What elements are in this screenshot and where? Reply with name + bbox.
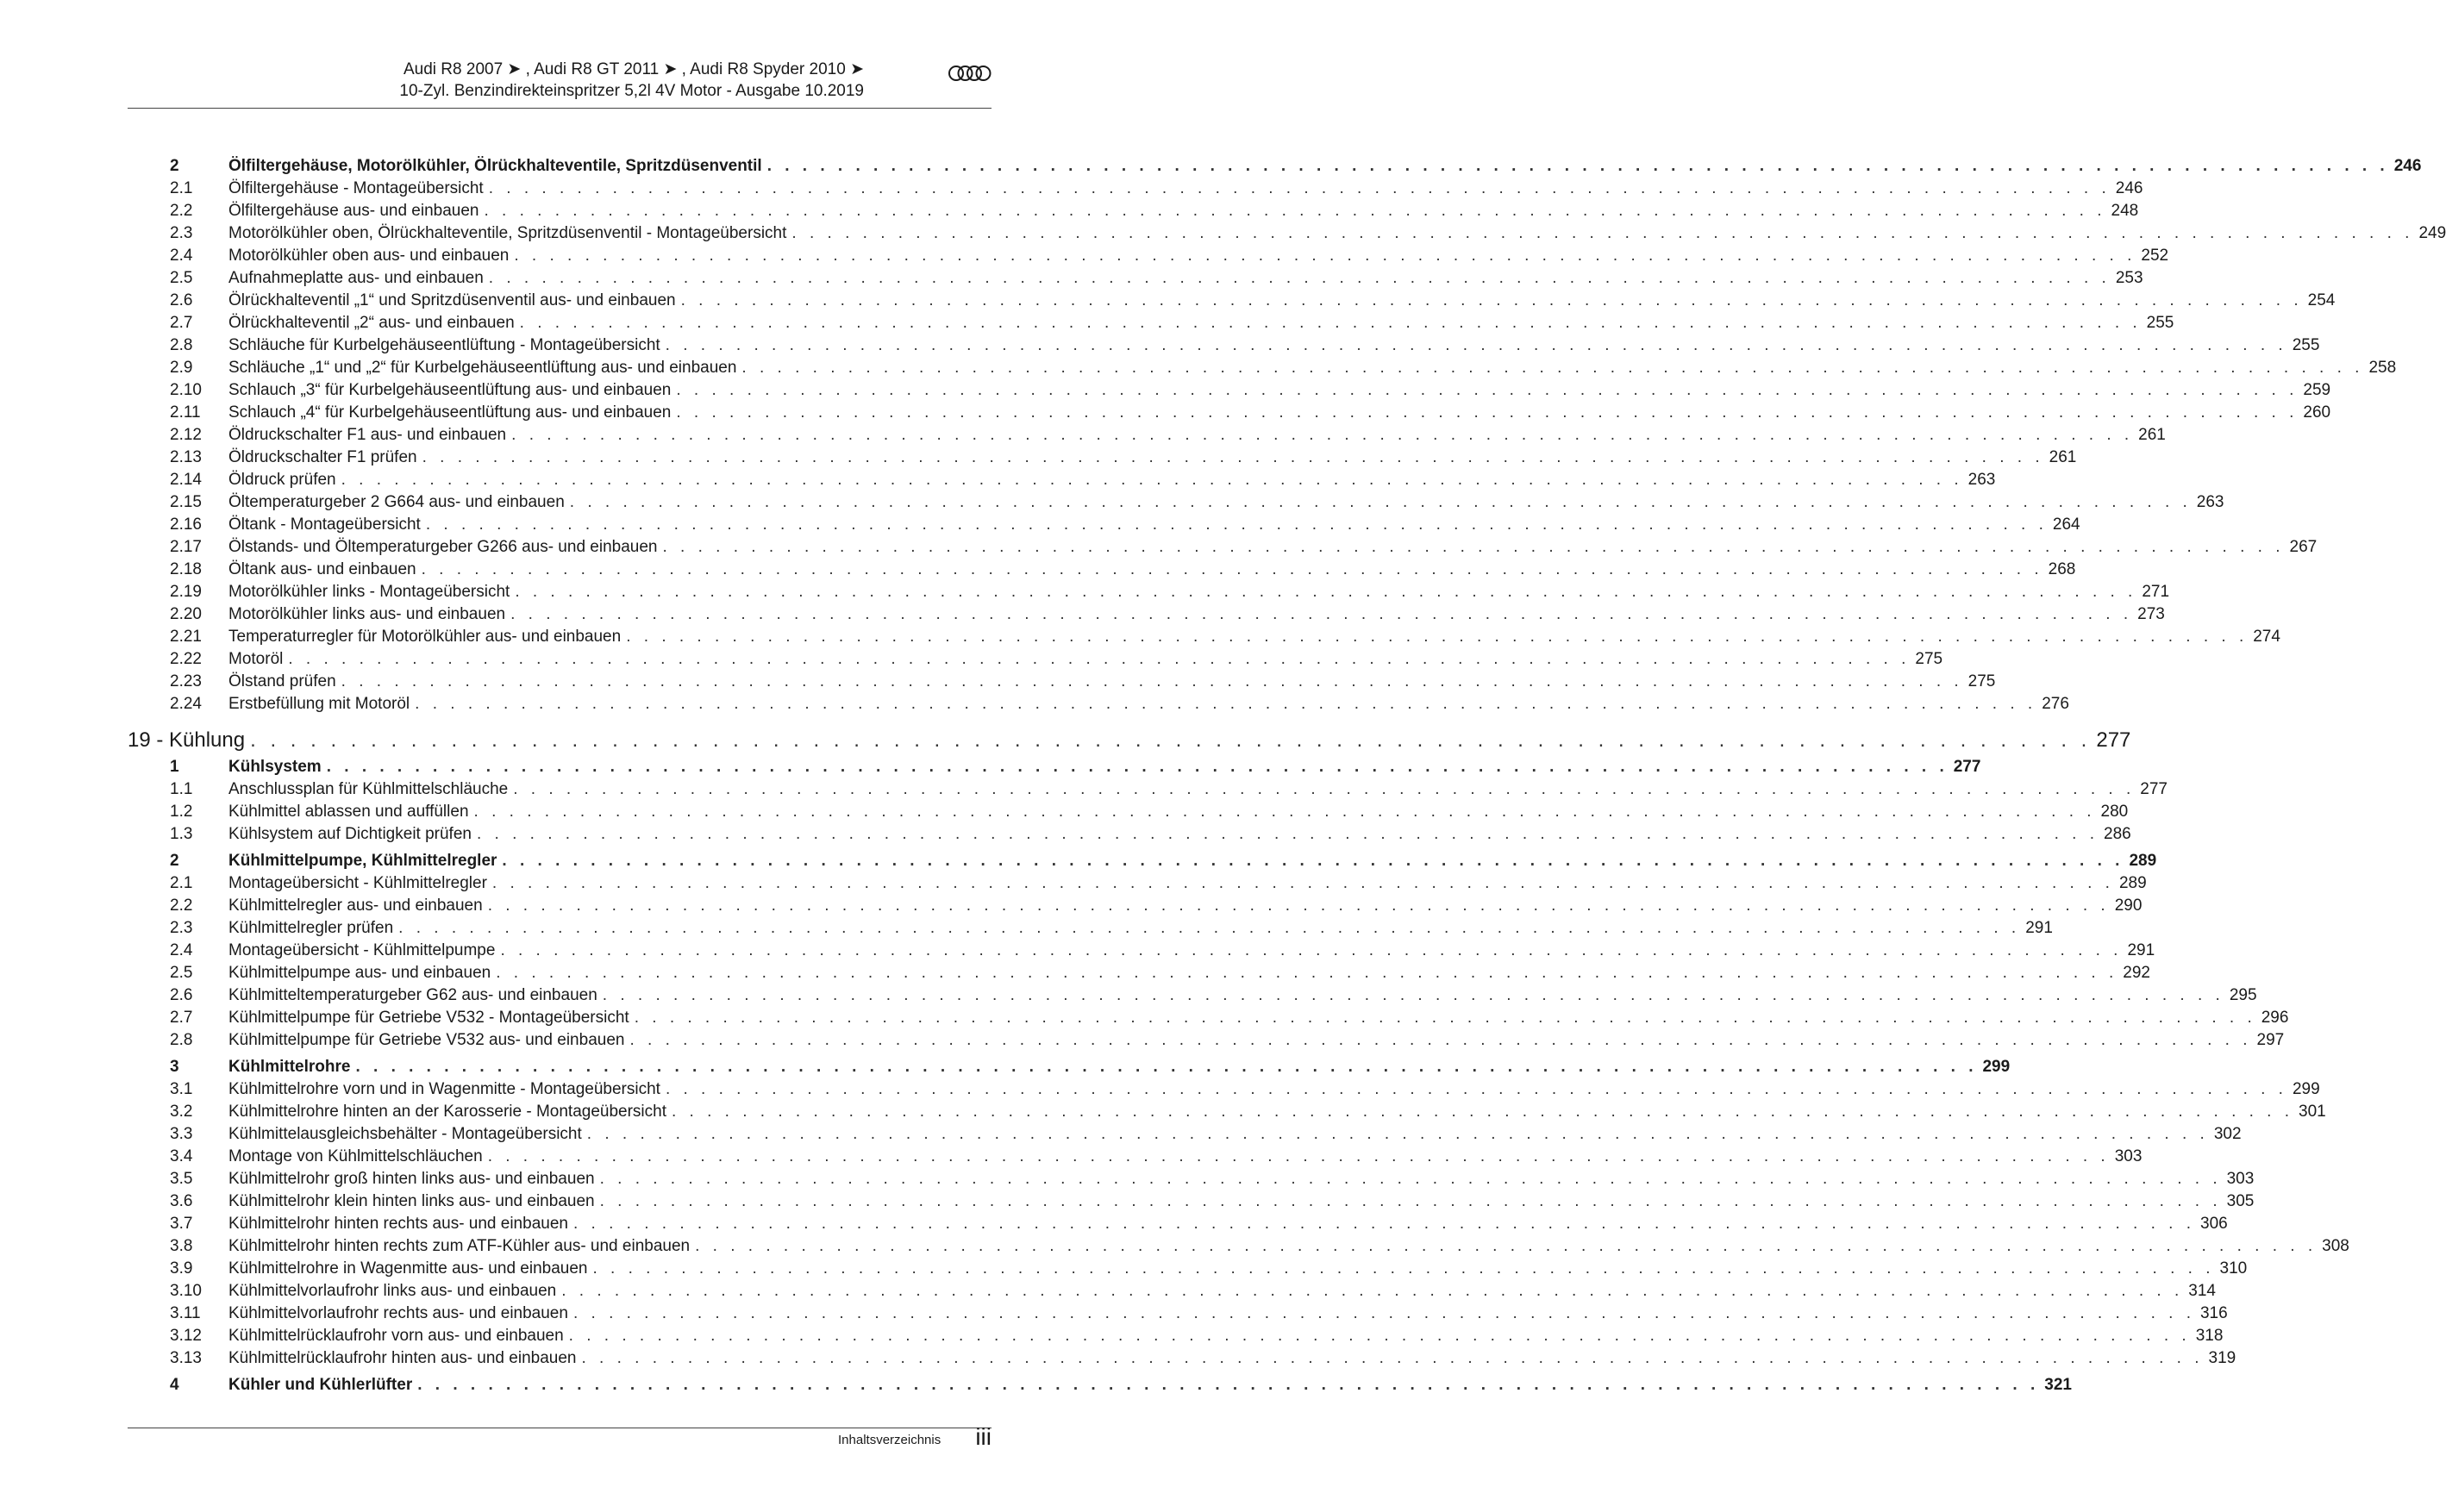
toc-page-number: 277: [2140, 780, 2168, 798]
toc-page-number: 289: [2118, 874, 2147, 892]
toc-dot-leader: . . . . . . . . . . . . . . . . . . . . . . . . . . . . . . . . . . . . . . . . . . . . . . . . . . . . . . . . . . . . . . . . . . . . . . . . . . . . . . . . . . . . . . . . . . . .: [741, 359, 2364, 377]
toc-dot-leader: . . . . . . . . . . . . . . . . . . . . . . . . . . . . . . . . . . . . . . . . . . . . . . . . . . . . . . . . . . . . . . . . . . . . . . . . . . . . . . . . . . . . . . . . . . . .: [398, 919, 2021, 937]
toc-entry-title: Motorölkühler oben, Ölrückhalteventile, Spritzdüsenventil - Montageübersicht: [228, 224, 787, 242]
toc-entry-title: Kühlmittelrohr hinten rechts zum ATF-Kühler aus- und einbauen: [228, 1237, 691, 1255]
toc-section[interactable]: [128, 1056, 2011, 1078]
toc-dot-leader: . . . . . . . . . . . . . . . . . . . . . . . . . . . . . . . . . . . . . . . . . . . . . . . . . . . . . . . . . . . . . . . . . . . . . . . . . . . . . . . . . . . . . . . . . . . .: [341, 471, 1963, 489]
toc-page-number: 273: [2137, 605, 2165, 623]
toc-entry-title: Montageübersicht - Kühlmittelregler: [228, 874, 487, 892]
toc-dot-leader: . . . . . . . . . . . . . . . . . . . . . . . . . . . . . . . . . . . . . . . . . . . . . . . . . . . . . . . . . . . . . . . . . . . . . . . . . . . . . . . . . . . . . . . . . . . .: [421, 560, 2043, 578]
toc-page-number: 321: [2044, 1376, 2072, 1394]
toc-dot-leader: . . . . . . . . . . . . . . . . . . . . . . . . . . . . . . . . . . . . . . . . . . . . . . . . . . . . . . . . . . . . . . . . . . . . . . . . . . . . . . . . . . . . . . . . . . . .: [417, 1376, 2040, 1394]
toc-entry[interactable]: [128, 559, 2076, 581]
toc-entry[interactable]: [128, 872, 2147, 895]
toc-dot-leader: . . . . . . . . . . . . . . . . . . . . . . . . . . . . . . . . . . . . . . . . . . . . . . . . . . . . . . . . . . . . . . . . . . . . . . . . . . . . . . . . . . . . . . . . . . . .: [569, 493, 2192, 511]
toc-entry-title: Ölfiltergehäuse aus- und einbauen: [228, 202, 479, 220]
toc-page-number: 303: [2114, 1147, 2143, 1165]
toc-entry-title: Kühlmittelausgleichsbehälter - Montageübersicht: [228, 1125, 582, 1143]
toc-entry-title: Motorölkühler links aus- und einbauen: [228, 605, 506, 623]
toc-entry[interactable]: [128, 603, 2165, 626]
toc-entry-title: Kühler und Kühlerlüfter: [228, 1376, 413, 1394]
toc-entry[interactable]: [128, 984, 2257, 1007]
toc-entry-title: 19 - Kühlung: [128, 728, 246, 752]
toc-page-number: 246: [2393, 157, 2422, 175]
toc-entry-number: 3.5: [170, 1170, 193, 1188]
toc-dot-leader: . . . . . . . . . . . . . . . . . . . . . . . . . . . . . . . . . . . . . . . . . . . . . . . . . . . . . . . . . . . . . . . . . . . . . . . . . . . . . . . . . . . . . . . . . . . .: [491, 874, 2114, 892]
toc-entry-number: 2.6: [170, 291, 193, 309]
toc-entry-number: 2.10: [170, 381, 202, 399]
toc-entry-number: 3.6: [170, 1192, 193, 1210]
toc-page-number: 308: [2322, 1237, 2349, 1255]
toc-entry-number: 3.11: [170, 1304, 201, 1322]
toc-page-number: 296: [2261, 1009, 2289, 1027]
toc-page-number: 319: [2208, 1349, 2236, 1367]
toc-entry[interactable]: [128, 940, 2155, 962]
toc-entry-title: Kühlmittelpumpe, Kühlmittelregler: [228, 852, 497, 870]
toc-entry-title: Aufnahmeplatte aus- und einbauen: [228, 269, 484, 287]
toc-entry[interactable]: [128, 424, 2166, 447]
toc-entry-title: Kühlmittelpumpe für Getriebe V532 - Montageübersicht: [228, 1009, 629, 1027]
toc-page-number: 289: [2129, 852, 2157, 870]
toc-dot-leader: . . . . . . . . . . . . . . . . . . . . . . . . . . . . . . . . . . . . . . . . . . . . . . . . . . . . . . . . . . . . . . . . . . . . . . . . . . . . . . . . . . . . . . . . . . . .: [561, 1282, 2184, 1300]
table-of-contents: [128, 155, 2446, 1396]
toc-entry-number: 2.5: [170, 269, 193, 287]
toc-entry-title: Ölfiltergehäuse, Motorölkühler, Ölrückhalteventile, Spritzdüsenventil: [228, 157, 762, 175]
toc-entry[interactable]: [128, 823, 2131, 846]
document-header: [209, 59, 864, 102]
toc-dot-leader: . . . . . . . . . . . . . . . . . . . . . . . . . . . . . . . . . . . . . . . . . . . . . . . . . . . . . . . . . . . . . . . . . . . . . . . . . . . . . . . . . . . . . . . . . . . .: [422, 448, 2044, 466]
toc-page-number: 302: [2213, 1125, 2242, 1143]
toc-entry-title: Erstbefüllung mit Motoröl: [228, 695, 410, 713]
toc-entry-number: 2.7: [170, 314, 193, 332]
toc-page-number: 248: [2111, 202, 2139, 220]
toc-entry[interactable]: [128, 1190, 2255, 1213]
toc-entry-title: Ölstands- und Öltemperaturgeber G266 aus- und einbauen: [228, 538, 658, 556]
toc-entry-number: 2: [170, 157, 179, 175]
toc-page-number: 291: [2025, 919, 2053, 937]
toc-page-number: 280: [2100, 803, 2129, 821]
toc-page-number: 254: [2307, 291, 2336, 309]
toc-entry-number: 3.2: [170, 1103, 193, 1121]
toc-dot-leader: . . . . . . . . . . . . . . . . . . . . . . . . . . . . . . . . . . . . . . . . . . . . . . . . . . . . . . . . . . . . . . . . . . . . . . . . . . . . . . . . . . . . . . . . . . . .: [791, 224, 2414, 242]
toc-page-number: 275: [1967, 672, 1996, 690]
toc-dot-leader: . . . . . . . . . . . . . . . . . . . . . . . . . . . . . . . . . . . . . . . . . . . . . . . . . . . . . . . . . . . . . . . . . . . . . . . . . . . . . . . . . . . . . . . . . . . .: [519, 314, 2142, 332]
toc-entry[interactable]: [128, 447, 2077, 469]
toc-dot-leader: . . . . . . . . . . . . . . . . . . . . . . . . . . . . . . . . . . . . . . . . . . . . . . . . . . . . . . . . . . . . . . . . . . . . . . . . . . . . . . . . . . . . . . . . . . . .: [599, 1170, 2222, 1188]
toc-entry[interactable]: [128, 693, 2069, 715]
toc-entry[interactable]: [128, 379, 2331, 402]
toc-entry-number: 1: [170, 758, 179, 776]
toc-dot-leader: . . . . . . . . . . . . . . . . . . . . . . . . . . . . . . . . . . . . . . . . . . . . . . . . . . . . . . . . . . . . . . . . . . . . . . . . . . . . . . . . . . . . . . . . . . . .: [476, 825, 2099, 843]
toc-dot-leader: . . . . . . . . . . . . . . . . . . . . . . . . . . . . . . . . . . . . . . . . . . . . . . . . . . . . . . . . . . . . . . . . . . . . . . . . . . . . . . . . . . . . . . . . . . . .: [326, 758, 1949, 776]
toc-entry-title: Motorölkühler oben aus- und einbauen: [228, 247, 510, 265]
toc-entry-number: 2.5: [170, 964, 193, 982]
toc-entry[interactable]: [128, 1258, 2248, 1280]
toc-entry[interactable]: [128, 245, 2169, 267]
toc-entry-title: Motorölkühler links - Montageübersicht: [228, 583, 510, 601]
toc-page-number: 303: [2226, 1170, 2255, 1188]
toc-dot-leader: . . . . . . . . . . . . . . . . . . . . . . . . . . . . . . . . . . . . . . . . . . . . . . . . . . . . . . . . . . . . . . . . . . . . . . . . . . . . . . . . . . . . . . . . . . . .: [572, 1304, 2195, 1322]
toc-entry[interactable]: [128, 402, 2331, 424]
toc-entry-title: Kühlmittelregler aus- und einbauen: [228, 897, 483, 915]
toc-entry[interactable]: [128, 1078, 2320, 1101]
toc-section[interactable]: [128, 155, 2422, 178]
toc-page-number: 305: [2226, 1192, 2255, 1210]
toc-page-number: 255: [2146, 314, 2174, 332]
toc-entry-number: 3.12: [170, 1327, 202, 1345]
toc-entry[interactable]: [128, 778, 2168, 801]
toc-dot-leader: . . . . . . . . . . . . . . . . . . . . . . . . . . . . . . . . . . . . . . . . . . . . . . . . . . . . . . . . . . . . . . . . . . . . . . . . . . . . . . . . . . . . . . . . . . . .: [511, 426, 2134, 444]
toc-entry-number: 2.2: [170, 897, 193, 915]
toc-entry-number: 2.11: [170, 403, 201, 422]
toc-entry[interactable]: [128, 1101, 2326, 1123]
toc-page-number: 252: [2141, 247, 2169, 265]
toc-dot-leader: . . . . . . . . . . . . . . . . . . . . . . . . . . . . . . . . . . . . . . . . . . . . . . . . . . . . . . . . . . . . . . . . . . . . . . . . . . . . . . . . . . . . . . . . . . . .: [488, 269, 2111, 287]
header-engine-line: 10-Zyl. Benzindirekteinspritzer 5,2l 4V Motor - Ausgabe 10.2019: [399, 82, 864, 100]
toc-entry-number: 2.12: [170, 426, 202, 444]
toc-dot-leader: . . . . . . . . . . . . . . . . . . . . . . . . . . . . . . . . . . . . . . . . . . . . . . . . . . . . . . . . . . . . . . . . . . . . . . . . . . . . . . . . . . . . . . . . . . . .: [766, 157, 2389, 175]
toc-page-number: 316: [2199, 1304, 2228, 1322]
toc-dot-leader: . . . . . . . . . . . . . . . . . . . . . . . . . . . . . . . . . . . . . . . . . . . . . . . . . . . . . . . . . . . . . . . . . . . . . . . . . . . . . . . . . . . . . . . . . . . .: [676, 403, 2299, 422]
toc-entry-title: Temperaturregler für Motorölkühler aus- und einbauen: [228, 628, 622, 646]
toc-dot-leader: . . . . . . . . . . . . . . . . . . . . . . . . . . . . . . . . . . . . . . . . . . . . . . . . . . . . . . . . . . . . . . . . . . . . . . . . . . . . . . . . . . . . . . . . . . . .: [676, 381, 2299, 399]
toc-page-number: 291: [2127, 941, 2155, 959]
toc-entry[interactable]: [128, 648, 1943, 671]
toc-entry-number: 1.1: [170, 780, 193, 798]
toc-dot-leader: . . . . . . . . . . . . . . . . . . . . . . . . . . . . . . . . . . . . . . . . . . . . . . . . . . . . . . . . . . . . . . . . . . . . . . . . . . . . . . . . . . . . . . . . . . . .: [572, 1215, 2195, 1233]
toc-entry-title: Kühlsystem: [228, 758, 322, 776]
toc-entry[interactable]: [128, 178, 2143, 200]
toc-entry-number: 2.14: [170, 471, 202, 489]
toc-dot-leader: . . . . . . . . . . . . . . . . . . . . . . . . . . . . . . . . . . . . . . . . . . . . . . . . . . . . . . . . . . . . . . . . . . . . . . . . . . . . . . . . . . . . . . . . . . . .: [586, 1125, 2209, 1143]
toc-dot-leader: . . . . . . . . . . . . . . . . . . . . . . . . . . . . . . . . . . . . . . . . . . . . . . . . . . . . . . . . . . . . . . . . . . . . . . . . . . . . . . . . . . . . . . . . . . . .: [355, 1058, 1978, 1076]
toc-entry[interactable]: [128, 1146, 2143, 1168]
toc-dot-leader: . . . . . . . . . . . . . . . . . . . . . . . . . . . . . . . . . . . . . . . . . . . . . . . . . . . . . . . . . . . . . . . . . . . . . . . . . . . . . . . . . . . . . . . . . . . .: [496, 964, 2118, 982]
toc-dot-leader: . . . . . . . . . . . . . . . . . . . . . . . . . . . . . . . . . . . . . . . . . . . . . . . . . . . . . . . . . . . . . . . . . . . . . . . . . . . . . . . . . . . . . . . . . . . .: [665, 1080, 2287, 1098]
toc-dot-leader: . . . . . . . . . . . . . . . . . . . . . . . . . . . . . . . . . . . . . . . . . . . . . . . . . . . . . . . . . . . . . . . . . . . . . . . . . . . . . . . . . . . . . . . . . . . .: [425, 515, 2048, 534]
toc-entry[interactable]: [128, 1123, 2242, 1146]
toc-page-number: 246: [2115, 179, 2143, 197]
toc-entry-title: Ölfiltergehäuse - Montageübersicht: [228, 179, 484, 197]
toc-entry-title: Öltank aus- und einbauen: [228, 560, 416, 578]
toc-page-number: 276: [2042, 695, 2069, 713]
toc-entry-title: Schläuche „1“ und „2“ für Kurbelgehäuseentlüftung aus- und einbauen: [228, 359, 737, 377]
toc-entry-title: Öldruckschalter F1 aus- und einbauen: [228, 426, 507, 444]
toc-page-number: 259: [2303, 381, 2331, 399]
toc-page-number: 253: [2115, 269, 2143, 287]
toc-page-number: 290: [2114, 897, 2143, 915]
toc-page-number: 264: [2052, 515, 2080, 534]
toc-page-number: 249: [2418, 224, 2446, 242]
toc-entry-title: Kühlsystem auf Dichtigkeit prüfen: [228, 825, 472, 843]
toc-page-number: 263: [1967, 471, 1996, 489]
toc-entry[interactable]: [128, 1029, 2285, 1052]
toc-dot-leader: . . . . . . . . . . . . . . . . . . . . . . . . . . . . . . . . . . . . . . . . . . . . . . . . . . . . . . . . . . . . . . . . . . . . . . . . . . . . . . . . . . . . . . . . . . . .: [672, 1103, 2294, 1121]
toc-page-number: 268: [2048, 560, 2076, 578]
toc-entry[interactable]: [128, 514, 2080, 536]
toc-entry-number: 2.21: [170, 628, 202, 646]
toc-entry[interactable]: [128, 491, 2224, 514]
toc-entry-number: 2.3: [170, 919, 193, 937]
toc-page-number: 277: [2096, 728, 2131, 752]
toc-entry[interactable]: [128, 1280, 2216, 1303]
toc-dot-leader: . . . . . . . . . . . . . . . . . . . . . . . . . . . . . . . . . . . . . . . . . . . . . . . . . . . . . . . . . . . . . . . . . . . . . . . . . . . . . . . . . . . . . . . . . . . .: [502, 852, 2124, 870]
toc-entry[interactable]: [128, 671, 1996, 693]
toc-entry[interactable]: [128, 1325, 2224, 1347]
toc-dot-leader: . . . . . . . . . . . . . . . . . . . . . . . . . . . . . . . . . . . . . . . . . . . . . . . . . . . . . . . . . . . . . . . . . . . . . . . . . . . . . . . . . . . . . . . . . . . .: [500, 941, 2123, 959]
toc-section[interactable]: [128, 1374, 2072, 1396]
toc-dot-leader: . . . . . . . . . . . . . . . . . . . . . . . . . . . . . . . . . . . . . . . . . . . . . . . . . . . . . . . . . . . . . . . . . . . . . . . . . . . . . . . . . . . . . . . . . . . .: [629, 1031, 2252, 1049]
toc-dot-leader: . . . . . . . . . . . . . . . . . . . . . . . . . . . . . . . . . . . . . . . . . . . . . . . . . . . . . . . . . . . . . . . . . . . . . . . . . . . . . . . . . . . . . . . . . . . .: [581, 1349, 2204, 1367]
toc-entry-number: 2.22: [170, 650, 202, 668]
toc-entry[interactable]: [128, 267, 2143, 290]
toc-page-number: 263: [2196, 493, 2224, 511]
toc-entry-number: 1.2: [170, 803, 193, 821]
toc-entry-title: Öltemperaturgeber 2 G664 aus- und einbauen: [228, 493, 565, 511]
toc-entry-number: 2.19: [170, 583, 202, 601]
toc-page-number: 261: [2138, 426, 2166, 444]
toc-page-number: 260: [2303, 403, 2331, 422]
toc-entry-title: Anschlussplan für Kühlmittelschläuche: [228, 780, 509, 798]
toc-entry-number: 3.4: [170, 1147, 193, 1165]
toc-page-number: 286: [2104, 825, 2131, 843]
toc-page-number: 267: [2289, 538, 2318, 556]
toc-dot-leader: . . . . . . . . . . . . . . . . . . . . . . . . . . . . . . . . . . . . . . . . . . . . . . . . . . . . . . . . . . . . . . . . . . . . . . . . . . . . . . . . . . . . . . . . . . . .: [602, 986, 2224, 1004]
toc-entry-number: 2.18: [170, 560, 202, 578]
toc-entry-number: 2.4: [170, 941, 193, 959]
toc-entry-number: 4: [170, 1376, 179, 1394]
toc-entry-title: Ölrückhalteventil „2“ aus- und einbauen: [228, 314, 515, 332]
toc-entry-title: Schlauch „3“ für Kurbelgehäuseentlüftung aus- und einbauen: [228, 381, 672, 399]
toc-entry-number: 3.13: [170, 1349, 202, 1367]
footer-page-number: iii: [975, 1423, 992, 1450]
toc-entry-number: 2.7: [170, 1009, 193, 1027]
toc-entry-title: Kühlmittelvorlaufrohr rechts aus- und einbauen: [228, 1304, 568, 1322]
toc-page-number: 274: [2253, 628, 2280, 646]
toc-section[interactable]: [128, 850, 2157, 872]
toc-entry-title: Kühlmittelvorlaufrohr links aus- und einbauen: [228, 1282, 557, 1300]
toc-entry-title: Montage von Kühlmittelschläuchen: [228, 1147, 483, 1165]
toc-page-number: 310: [2219, 1259, 2248, 1278]
toc-entry[interactable]: [128, 1303, 2228, 1325]
toc-chapter[interactable]: [128, 726, 2131, 754]
toc-dot-leader: . . . . . . . . . . . . . . . . . . . . . . . . . . . . . . . . . . . . . . . . . . . . . . . . . . . . . . . . . . . . . . . . . . . . . . . . . . . . . . . . . . . . . . . . . . . .: [514, 247, 2136, 265]
toc-entry-number: 2.2: [170, 202, 193, 220]
toc-entry-number: 2.6: [170, 986, 193, 1004]
toc-dot-leader: . . . . . . . . . . . . . . . . . . . . . . . . . . . . . . . . . . . . . . . . . . . . . . . . . . . . . . . . . . . . . . . . . . . . . . . . . . . . . . . . . . . . . . . . . . . .: [568, 1327, 2191, 1345]
toc-entry-number: 2.1: [170, 874, 193, 892]
toc-entry-title: Kühlmittelrohre vorn und in Wagenmitte - Montageübersicht: [228, 1080, 660, 1098]
toc-page-number: 306: [2200, 1215, 2228, 1233]
toc-entry-number: 2.17: [170, 538, 202, 556]
toc-entry-number: 2.23: [170, 672, 202, 690]
toc-page-number: 299: [1982, 1058, 2011, 1076]
toc-entry-title: Ölrückhalteventil „1“ und Spritzdüsenventil aus- und einbauen: [228, 291, 676, 309]
toc-dot-leader: . . . . . . . . . . . . . . . . . . . . . . . . . . . . . . . . . . . . . . . . . . . . . . . . . . . . . . . . . . . . . . . . . . . . . . . . . . . . . . . . . . . . . . . . . . . .: [592, 1259, 2215, 1278]
toc-entry-number: 3.7: [170, 1215, 193, 1233]
toc-entry-title: Kühlmittelrücklaufrohr vorn aus- und einbauen: [228, 1327, 564, 1345]
toc-entry-title: Kühlmitteltemperaturgeber G62 aus- und einbauen: [228, 986, 597, 1004]
toc-entry-number: 2.20: [170, 605, 202, 623]
audi-rings-logo-icon: [948, 63, 992, 84]
toc-entry-title: Kühlmittelrohre hinten an der Karosserie - Montageübersicht: [228, 1103, 666, 1121]
toc-entry[interactable]: [128, 962, 2150, 984]
toc-dot-leader: . . . . . . . . . . . . . . . . . . . . . . . . . . . . . . . . . . . . . . . . . . . . . . . . . . . . . . . . . . . . . . . . . . . . . . . . . . . . . . . . . . . . . . . . . . . .: [680, 291, 2303, 309]
toc-entry-number: 2.3: [170, 224, 193, 242]
toc-entry-title: Kühlmittelpumpe aus- und einbauen: [228, 964, 491, 982]
toc-entry-title: Kühlmittelrohr klein hinten links aus- und einbauen: [228, 1192, 595, 1210]
toc-entry-title: Kühlmittelpumpe für Getriebe V532 aus- und einbauen: [228, 1031, 625, 1049]
toc-entry-number: 3.8: [170, 1237, 193, 1255]
toc-entry-title: Ölstand prüfen: [228, 672, 336, 690]
toc-entry[interactable]: [128, 1168, 2255, 1190]
toc-section[interactable]: [128, 756, 1981, 778]
toc-entry[interactable]: [128, 222, 2446, 245]
toc-entry-title: Kühlmittelrücklaufrohr hinten aus- und einbauen: [228, 1349, 577, 1367]
toc-entry-title: Kühlmittelrohre: [228, 1058, 351, 1076]
toc-page-number: 261: [2049, 448, 2077, 466]
toc-dot-leader: . . . . . . . . . . . . . . . . . . . . . . . . . . . . . . . . . . . . . . . . . . . . . . . . . . . . . . . . . . . . . . . . . . . . . . . . . . . . . . . . . . . . . . . . . . . .: [665, 336, 2287, 354]
toc-page-number: 314: [2188, 1282, 2216, 1300]
toc-entry[interactable]: [128, 1007, 2289, 1029]
toc-dot-leader: . . . . . . . . . . . . . . . . . . . . . . . . . . . . . . . . . . . . . . . . . . . . . . . . . . . . . . . . . . . . . . . . . . . . . . . . . . . . . . . . . . . . . . . . . . . .: [599, 1192, 2222, 1210]
toc-entry[interactable]: [128, 581, 2170, 603]
toc-dot-leader: . . . . . . . . . . . . . . . . . . . . . . . . . . . . . . . . . . . . . . . . . . . . . . . . . . . . . . . . . . . . . . . . . . . . . . . . . . . . . . . . . . . . . . . . . . . .: [473, 803, 2096, 821]
toc-entry-number: 3.9: [170, 1259, 193, 1278]
toc-dot-leader: . . . . . . . . . . . . . . . . . . . . . . . . . . . . . . . . . . . . . . . . . . . . . . . . . . . . . . . . . . . . . . . . . . . . . . . . . . . . . . . . . . . . . . . . . . . .: [515, 583, 2137, 601]
toc-entry-number: 2.13: [170, 448, 202, 466]
toc-entry-title: Kühlmittelregler prüfen: [228, 919, 394, 937]
toc-entry-number: 2.8: [170, 336, 193, 354]
toc-entry[interactable]: [128, 200, 2139, 222]
header-vehicle-line: Audi R8 2007 ➤ , Audi R8 GT 2011 ➤ , Audi R8 Spyder 2010 ➤: [403, 60, 864, 78]
toc-page-number: 258: [2368, 359, 2397, 377]
toc-page-number: 301: [2299, 1103, 2326, 1121]
toc-entry-number: 3.10: [170, 1282, 202, 1300]
toc-dot-leader: . . . . . . . . . . . . . . . . . . . . . . . . . . . . . . . . . . . . . . . . . . . . . . . . . . . . . . . . . . . . . . . . . . . . . . . . . . . . . . . . . . . . . . . . . . . .: [513, 780, 2136, 798]
toc-page-number: 271: [2142, 583, 2170, 601]
toc-entry[interactable]: [128, 536, 2318, 559]
header-divider: [128, 108, 992, 109]
toc-entry[interactable]: [128, 917, 2053, 940]
toc-dot-leader: . . . . . . . . . . . . . . . . . . . . . . . . . . . . . . . . . . . . . . . . . . . . . . . . . . . . . . . . . . . . . . . . . . . . . . . . . . . . . . . . . . . . . . . . . . . .: [634, 1009, 2256, 1027]
toc-dot-leader: . . . . . . . . . . . . . . . . . . . . . . . . . . . . . . . . . . . . . . . . . . . . . . . . . . . . . . . . . . . . . . . . . . . . . . . . . . . . . . . . . . . . . . . . . . . .: [341, 672, 1963, 690]
toc-entry-title: Kühlmittelrohr groß hinten links aus- und einbauen: [228, 1170, 595, 1188]
toc-page-number: 275: [1915, 650, 1943, 668]
toc-dot-leader: . . . . . . . . . . . . . . . . . . . . . . . . . . . . . . . . . . . . . . . . . . . . . . . . . . . . . . . . . . . . . . . . . . . . . . . . . . . . . . . . . . . . . . . . . . . .: [484, 202, 2106, 220]
toc-entry[interactable]: [128, 1213, 2228, 1235]
toc-dot-leader: . . . . . . . . . . . . . . . . . . . . . . . . . . . . . . . . . . . . . . . . . . . . . . . . . . . . . . . . . . . . . . . . . . . . . . . . . . . . . . . . . . . . . . . . . . . .: [415, 695, 2037, 713]
toc-entry-number: 2.9: [170, 359, 193, 377]
toc-entry[interactable]: [128, 334, 2320, 357]
toc-entry-number: 2.15: [170, 493, 202, 511]
toc-entry-number: 2.4: [170, 247, 193, 265]
toc-entry-number: 2.1: [170, 179, 193, 197]
toc-dot-leader: . . . . . . . . . . . . . . . . . . . . . . . . . . . . . . . . . . . . . . . . . . . . . . . . . . . . . . . . . . . . . . . . . . . . . . . . . . . . . . . . . . . . . . . . . . . .: [626, 628, 2249, 646]
toc-dot-leader: . . . . . . . . . . . . . . . . . . . . . . . . . . . . . . . . . . . . . . . . . . . . . . . . . . . . . . . . . . . . . . . . . . . . . . . . . . . . . . . . . . . . . . . . . . . .: [288, 650, 1911, 668]
toc-dot-leader: . . . . . . . . . . . . . . . . . . . . . . . . . . . . . . . . . . . . . . . . . . . . . . . . . . . . . . . . . . . . . . . . . . . . . . . . . . . . . . . . . . . . . . . . . . . .: [487, 897, 2110, 915]
toc-entry[interactable]: [128, 312, 2174, 334]
toc-entry-title: Schlauch „4“ für Kurbelgehäuseentlüftung aus- und einbauen: [228, 403, 672, 422]
toc-entry-number: 2.24: [170, 695, 202, 713]
toc-page-number: 292: [2123, 964, 2150, 982]
toc-entry[interactable]: [128, 469, 1996, 491]
toc-entry-number: 1.3: [170, 825, 193, 843]
toc-dot-leader: . . . . . . . . . . . . . . . . . . . . . . . . . . . . . . . . . . . . . . . . . . . . . . . . . . . . . . . . . . . . . . . . . . . . . . . . . . . . . . . . . . . . . . . . . . . .: [488, 179, 2111, 197]
toc-entry[interactable]: [128, 895, 2143, 917]
toc-entry-title: Öltank - Montageübersicht: [228, 515, 421, 534]
toc-page-number: 295: [2229, 986, 2257, 1004]
toc-entry-title: Öldruck prüfen: [228, 471, 336, 489]
toc-page-number: 255: [2292, 336, 2320, 354]
toc-entry-title: Montageübersicht - Kühlmittelpumpe: [228, 941, 496, 959]
toc-entry-title: Kühlmittel ablassen und auffüllen: [228, 803, 469, 821]
toc-dot-leader: . . . . . . . . . . . . . . . . . . . . . . . . . . . . . . . . . . . . . . . . . . . . . . . . . . . . . . . . . . . . . . . . . . . . . . . . . . . . . . . . . . . . . . . . . . . .: [662, 538, 2285, 556]
toc-entry-number: 2.16: [170, 515, 202, 534]
toc-dot-leader: . . . . . . . . . . . . . . . . . . . . . . . . . . . . . . . . . . . . . . . . . . . . . . . . . . . . . . . . . . . . . . . . . . . . . . . . . . . . . . . . . . . . . . . . . . . .: [487, 1147, 2110, 1165]
toc-entry-title: Kühlmittelrohre in Wagenmitte aus- und einbauen: [228, 1259, 588, 1278]
toc-entry-title: Kühlmittelrohr hinten rechts aus- und einbauen: [228, 1215, 568, 1233]
toc-entry-number: 2: [170, 852, 179, 870]
toc-entry[interactable]: [128, 290, 2336, 312]
toc-entry[interactable]: [128, 626, 2280, 648]
toc-entry-title: Motoröl: [228, 650, 284, 668]
toc-entry[interactable]: [128, 1347, 2236, 1370]
toc-entry-title: Schläuche für Kurbelgehäuseentlüftung - Montageübersicht: [228, 336, 660, 354]
toc-entry[interactable]: [128, 801, 2129, 823]
toc-entry-title: Öldruckschalter F1 prüfen: [228, 448, 417, 466]
toc-entry-number: 3.3: [170, 1125, 193, 1143]
toc-dot-leader: . . . . . . . . . . . . . . . . . . . . . . . . . . . . . . . . . . . . . . . . . . . . . . . . . . . . . . . . . . . . . . . . . . . . . . . . . . . . . . . . . . . . . . . . . . . .: [695, 1237, 2318, 1255]
toc-dot-leader: . . . . . . . . . . . . . . . . . . . . . . . . . . . . . . . . . . . . . . . . . . . . . . . . . . . . . . . . . . . . . . . . . . . . . . . . . . . . . . . . . . . . . . . . . . . .: [250, 728, 2092, 752]
toc-dot-leader: . . . . . . . . . . . . . . . . . . . . . . . . . . . . . . . . . . . . . . . . . . . . . . . . . . . . . . . . . . . . . . . . . . . . . . . . . . . . . . . . . . . . . . . . . . . .: [510, 605, 2133, 623]
toc-entry[interactable]: [128, 357, 2397, 379]
footer-section-label: Inhaltsverzeichnis: [838, 1433, 941, 1447]
toc-page-number: 297: [2256, 1031, 2285, 1049]
toc-page-number: 277: [1953, 758, 1981, 776]
toc-entry-number: 3.1: [170, 1080, 193, 1098]
toc-page-number: 299: [2292, 1080, 2320, 1098]
toc-entry[interactable]: [128, 1235, 2349, 1258]
toc-entry-number: 2.8: [170, 1031, 193, 1049]
toc-page-number: 318: [2195, 1327, 2224, 1345]
toc-entry-number: 3: [170, 1058, 179, 1076]
